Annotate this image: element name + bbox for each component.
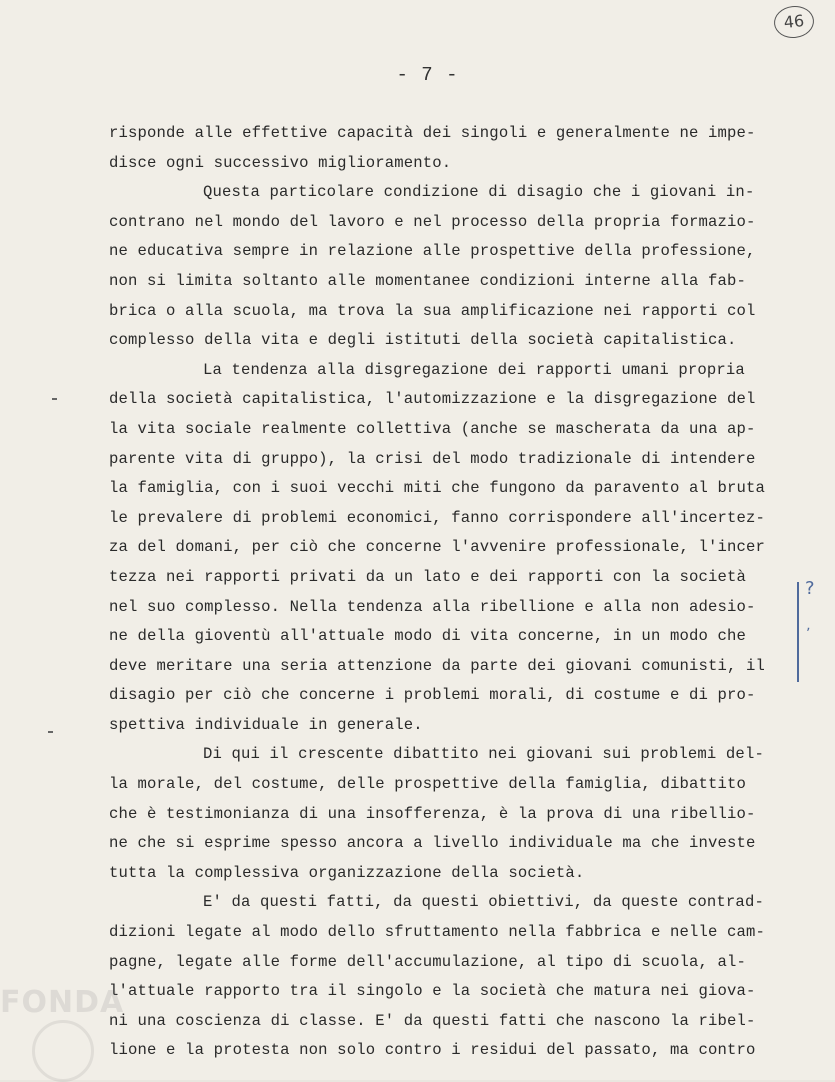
- margin-tick: ʼ: [806, 626, 811, 642]
- text-line: disce ogni successivo miglioramento.: [109, 153, 452, 172]
- text-line: la vita sociale realmente collettiva (anche se mascherata da una ap-: [109, 419, 756, 438]
- text-line: La tendenza alla disgregazione dei rapporti umani propria: [203, 360, 745, 379]
- text-line: ne della gioventù all'attuale modo di vita concerne, in un modo che: [109, 627, 747, 646]
- text-line: che è testimonianza di una insofferenza, è la prova di una ribellio-: [109, 804, 756, 823]
- text-line: risponde alle effettive capacità dei singoli e generalmente ne impe-: [109, 124, 756, 142]
- margin-bracket-line: [797, 582, 799, 682]
- stray-mark: [52, 398, 57, 400]
- text-line: parente vita di gruppo), la crisi del modo tradizionale di intendere: [109, 449, 756, 468]
- text-line: la morale, del costume, delle prospettive della famiglia, dibattito: [109, 775, 747, 794]
- stray-mark: [48, 731, 53, 733]
- text-line: le prevalere di problemi economici, fanno corrispondere all'incertez-: [109, 508, 766, 527]
- text-line: complesso della vita e degli istituti della società capitalistica.: [109, 331, 737, 350]
- margin-question-mark: ?: [805, 578, 815, 599]
- archive-watermark: FONDA: [0, 985, 125, 1020]
- text-line: Questa particolare condizione di disagio che i giovani in-: [203, 183, 755, 202]
- text-line: della società capitalistica, l'automizzazione e la disgregazione del: [109, 390, 756, 409]
- text-line: ne educativa sempre in relazione alle prospettive della professione,: [109, 242, 756, 261]
- typewritten-body: [109, 119, 809, 1066]
- text-line: tutta la complessiva organizzazione della società.: [109, 863, 585, 882]
- text-line: dizioni legate al modo dello sfruttamento nella fabbrica e nelle cam-: [109, 923, 766, 942]
- text-line: E' da questi fatti, da questi obiettivi, da queste contrad-: [203, 893, 764, 912]
- text-line: l'attuale rapporto tra il singolo e la società che matura nei giova-: [109, 982, 756, 1001]
- margin-annotation: [797, 578, 817, 688]
- text-line: non si limita soltanto alle momentanee condizioni interne alla fab-: [109, 271, 747, 290]
- text-line: deve meritare una seria attenzione da parte dei giovani comunisti, il: [109, 656, 766, 675]
- archive-logo-icon: [32, 1020, 94, 1082]
- text-line: pagne, legate alle forme dell'accumulazione, al tipo di scuola, al-: [109, 952, 747, 971]
- text-line: brica o alla scuola, ma trova la sua amplificazione nei rapporti col: [109, 301, 756, 320]
- text-line: Di qui il crescente dibattito nei giovani sui problemi del-: [203, 745, 764, 764]
- text-line: la famiglia, con i suoi vecchi miti che fungono da paravento al bruta: [109, 479, 766, 498]
- text-line: za del domani, per ciò che concerne l'avvenire professionale, l'incer: [109, 538, 766, 557]
- text-line: ne che si esprime spesso ancora a livello individuale ma che investe: [109, 834, 756, 853]
- text-line: contrano nel mondo del lavoro e nel processo della propria formazio-: [109, 212, 756, 231]
- text-line: nel suo complesso. Nella tendenza alla ribellione e alla non adesio-: [109, 597, 756, 616]
- text-line: lione e la protesta non solo contro i residui del passato, ma contro: [109, 1041, 756, 1060]
- page-number: - 7 -: [396, 64, 459, 86]
- text-line: ni una coscienza di classe. E' da questi fatti che nascono la ribel-: [109, 1011, 756, 1030]
- text-line: disagio per ciò che concerne i problemi morali, di costume e di pro-: [109, 686, 756, 705]
- text-line: spettiva individuale in generale.: [109, 715, 423, 734]
- text-line: tezza nei rapporti privati da un lato e dei rapporti con la società: [109, 567, 747, 586]
- folio-number: 46: [772, 4, 815, 40]
